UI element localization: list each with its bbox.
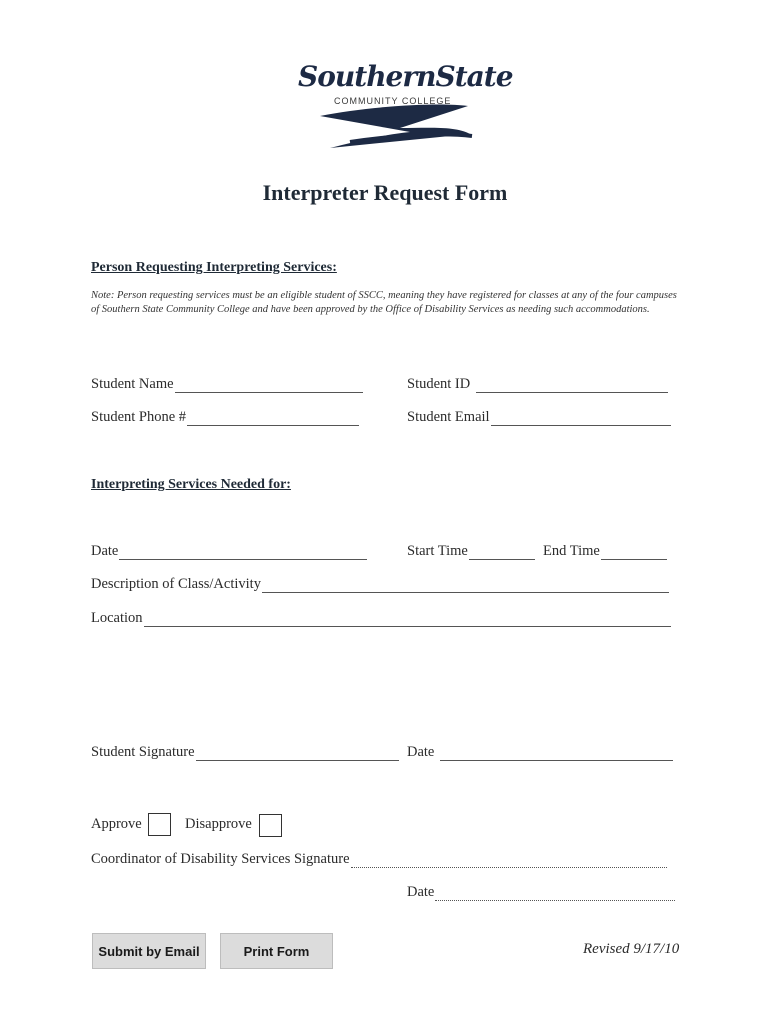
logo-brand-text: SouthernState xyxy=(298,60,513,93)
location-field[interactable] xyxy=(91,610,671,627)
end-time-label: End Time xyxy=(543,543,600,559)
student-id-input[interactable] xyxy=(476,376,668,393)
college-logo xyxy=(290,56,513,160)
start-time-input[interactable] xyxy=(469,543,535,560)
submit-by-email-button[interactable]: Submit by Email xyxy=(92,933,206,969)
section-heading-services: Interpreting Services Needed for: xyxy=(91,477,291,492)
coordinator-date-label: Date xyxy=(407,884,435,900)
page-title: Interpreter Request Form xyxy=(262,180,508,205)
signature-date-field[interactable] xyxy=(407,744,673,761)
description-input[interactable] xyxy=(262,576,669,593)
student-name-label: Student Name xyxy=(91,376,174,392)
student-signature-field[interactable] xyxy=(91,744,399,761)
student-name-input[interactable] xyxy=(175,376,363,393)
student-name-field[interactable] xyxy=(91,376,363,393)
disapprove-checkbox[interactable] xyxy=(259,814,282,837)
start-time-field[interactable] xyxy=(407,543,535,560)
revision-date: Revised 9/17/10 xyxy=(583,941,680,957)
date-label: Date xyxy=(91,543,119,559)
location-label: Location xyxy=(91,610,143,626)
end-time-input[interactable] xyxy=(601,543,667,560)
date-field[interactable] xyxy=(91,543,367,560)
print-form-button[interactable]: Print Form xyxy=(220,933,333,969)
student-signature-label: Student Signature xyxy=(91,744,195,760)
student-phone-field[interactable] xyxy=(91,409,359,426)
logo-subtitle-text: COMMUNITY COLLEGE xyxy=(334,96,452,106)
description-label: Description of Class/Activity xyxy=(91,576,261,592)
student-email-field[interactable] xyxy=(407,409,671,426)
coordinator-signature-field[interactable] xyxy=(91,851,667,868)
section-heading-requester: Person Requesting Interpreting Services: xyxy=(91,260,337,275)
approve-label: Approve xyxy=(91,816,142,832)
end-time-field[interactable] xyxy=(543,543,667,560)
start-time-label: Start Time xyxy=(407,543,468,559)
signature-date-label: Date xyxy=(407,744,435,760)
student-email-input[interactable] xyxy=(491,409,671,426)
coordinator-signature-label: Coordinator of Disability Services Signature xyxy=(91,851,350,867)
student-email-label: Student Email xyxy=(407,409,490,425)
coordinator-signature-input[interactable] xyxy=(351,851,667,868)
description-field[interactable] xyxy=(91,576,669,593)
student-signature-input[interactable] xyxy=(196,744,399,761)
signature-date-input[interactable] xyxy=(440,744,673,761)
student-phone-input[interactable] xyxy=(187,409,359,426)
disapprove-label: Disapprove xyxy=(185,816,252,832)
student-id-field[interactable] xyxy=(407,376,668,393)
location-input[interactable] xyxy=(144,610,671,627)
date-input[interactable] xyxy=(119,543,367,560)
approve-checkbox[interactable] xyxy=(148,813,171,836)
coordinator-date-input[interactable] xyxy=(435,884,675,901)
coordinator-date-field[interactable] xyxy=(407,884,675,901)
student-id-label: Student ID xyxy=(407,376,471,392)
student-phone-label: Student Phone # xyxy=(91,409,187,425)
eligibility-note: Note: Person requesting services must be an eligible student of SSCC, meaning they have registered for classes at any of the four campuses of Southern State Community College and have been approved by the Office of Disability Services as needing such accommodations. xyxy=(91,290,677,315)
